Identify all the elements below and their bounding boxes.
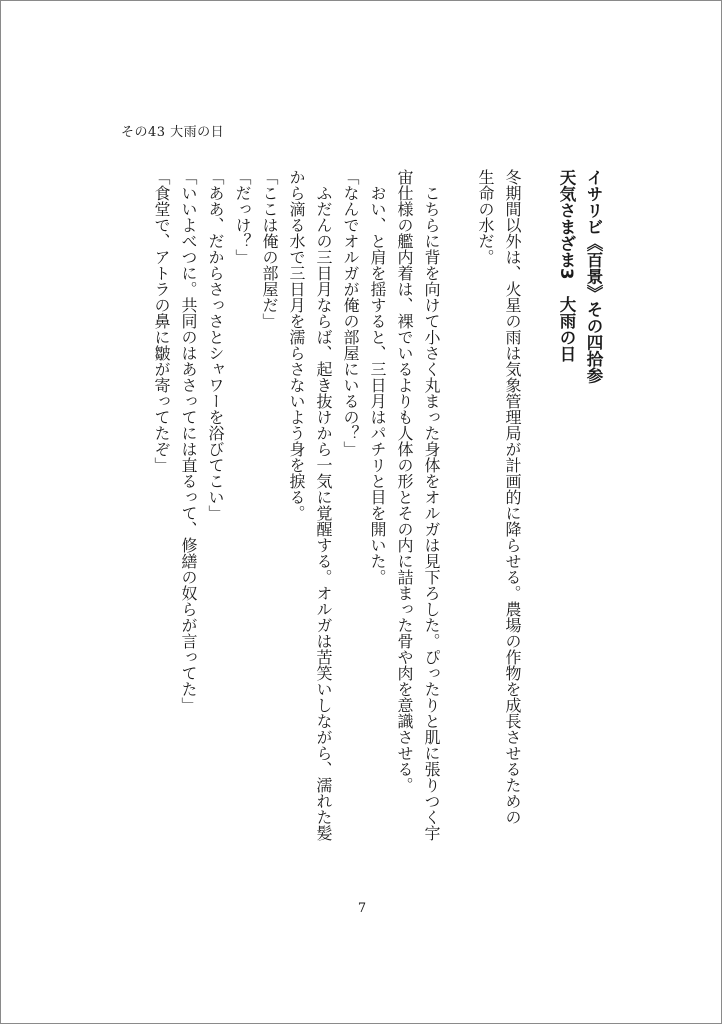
dialogue-line: 「ああ、だからさっさとシャワーを浴びてこい」 <box>206 169 225 521</box>
dialogue-line: 「いいよべつに。共同のはあさってには直るって、修繕の奴らが言ってた」 <box>179 169 198 713</box>
chapter-title: 天気さまざま3 大雨の日 <box>557 169 576 362</box>
vertical-text-body <box>148 169 607 889</box>
text-line: 宙仕様の艦内着は、裸でいるよりも人体の形とその内に詰まった骨や肉を意識させる。 <box>395 169 414 793</box>
text-line: おい、と肩を揺すると、三日月はパチリと目を開いた。 <box>368 185 387 585</box>
dialogue-line: 「食堂で、アトラの鼻に皺が寄ってたぞ」 <box>152 169 171 473</box>
story-title: イサリビ《百景》その四拾参 <box>584 169 603 384</box>
text-line: 生命の水だ。 <box>476 169 495 265</box>
page-number: 7 <box>357 901 367 916</box>
text-line: から滴る水で三日月を濡らさないよう身を捩る。 <box>287 169 306 521</box>
running-header: その43 大雨の日 <box>121 125 225 140</box>
text-line: 冬期間以外は、火星の雨は気象管理局が計画的に降らせる。農場の作物を成長させるための <box>503 169 522 825</box>
dialogue-line: 「だっけ？」 <box>233 169 252 265</box>
blank-line <box>526 169 553 889</box>
dialogue-line: 「なんでオルガが俺の部屋にいるの？」 <box>341 169 360 457</box>
dialogue-line: 「ここは俺の部屋だ」 <box>260 169 279 329</box>
text-line: ふだんの三日月ならば、起き抜けから一気に覚醒する。オルガは苦笑いしながら、濡れた髪 <box>314 185 333 841</box>
blank-line <box>445 169 472 889</box>
text-line: こちらに背を向けて小さく丸まった身体をオルガは見下ろした。ぴったりと肌に張りつく宇 <box>422 185 441 841</box>
